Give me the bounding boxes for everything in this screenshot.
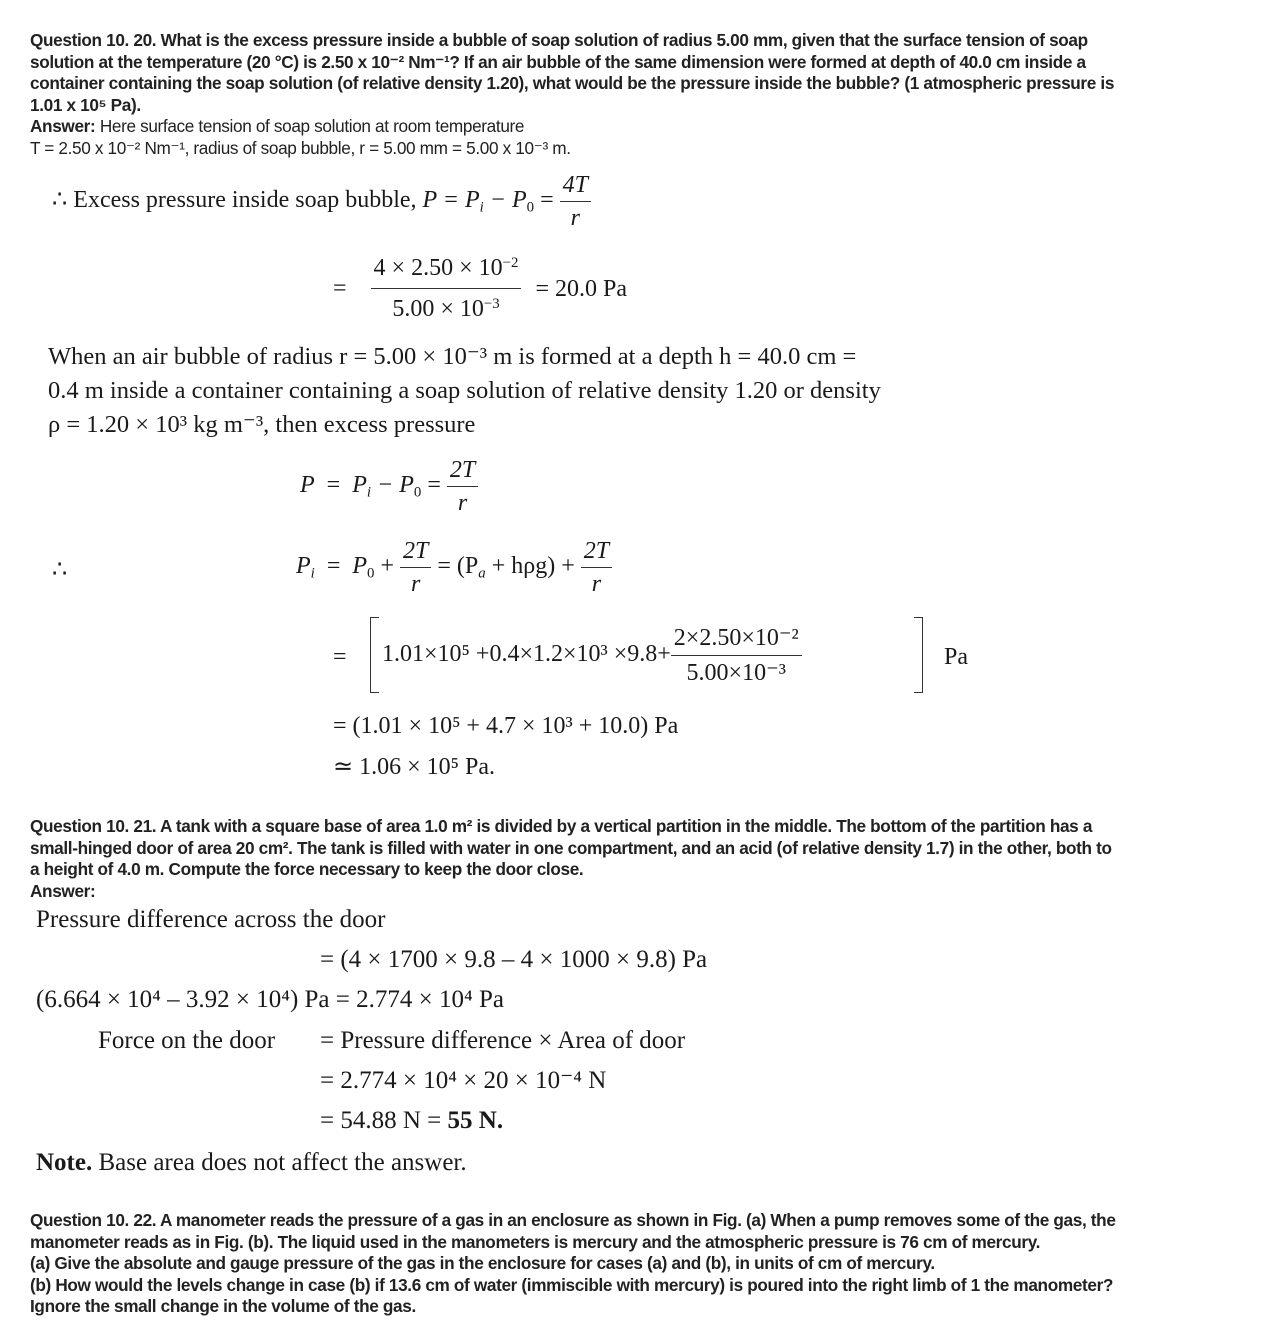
equation-term: − P xyxy=(371,472,414,498)
subscript: 0 xyxy=(413,484,422,501)
excess-pressure-equation xyxy=(52,170,591,230)
equals: = xyxy=(333,644,347,670)
equation-lhs: P xyxy=(300,472,315,498)
force-label: Force on the door xyxy=(98,1027,276,1054)
denominator: r xyxy=(457,489,468,516)
answer-text: T = 2.50 x 10⁻² Nm⁻¹, radius of soap bubble, r = 5.00 mm = 5.00 x 10⁻³ m. xyxy=(30,137,571,158)
question-line: 1.01 x 10⁵ Pa). xyxy=(30,94,141,115)
pressure-difference-label: Pressure difference across the door xyxy=(36,906,386,933)
paragraph-line: ρ = 1.20 × 10³ kg m⁻³, then excess pressure xyxy=(48,411,476,438)
force-result-value: = 54.88 N = xyxy=(320,1107,448,1134)
force-calc: = 2.774 × 10⁴ × 20 × 10⁻⁴ N xyxy=(320,1067,607,1094)
fraction-4t-over-r xyxy=(560,171,591,232)
question-10-20 xyxy=(30,30,1114,116)
exponent: −2 xyxy=(502,254,519,271)
excess-pressure-calculation xyxy=(333,250,627,327)
note xyxy=(36,1148,467,1178)
answer-10-20 xyxy=(30,116,571,159)
sum-line: = (1.01 × 10⁵ + 4.7 × 10³ + 10.0) Pa xyxy=(333,713,679,739)
force-equation: = Pressure difference × Area of door xyxy=(320,1027,686,1054)
final-result-line: ≃ 1.06 × 10⁵ Pa. xyxy=(333,754,496,780)
question-line: Question 10. 21. A tank with a square base of area 1.0 m² is divided by a vertical partition in the middle. The bottom of the partition has a xyxy=(30,816,1093,836)
force-result-rounded: 55 N. xyxy=(447,1107,504,1134)
note-label: Note. xyxy=(36,1149,93,1176)
subscript: i xyxy=(366,484,372,501)
fraction-2t-over-r xyxy=(447,456,478,517)
question-line: container containing the soap solution (of relative density 1.20), what would be the pressure inside the bubble? (1 atmospheric pressure is xyxy=(30,73,1115,93)
therefore-symbol: ∴ xyxy=(52,557,68,583)
air-bubble-paragraph xyxy=(48,340,881,442)
answer-label: Answer: xyxy=(30,880,96,901)
question-line: small-hinged door of area 20 cm². The tank is filled with water in one compartment, and an acid (of relative density 1.7) in the other, both to xyxy=(30,837,1112,858)
bracket-term: 1.01×10⁵ +0.4×1.2×10³ ×9.8+ xyxy=(382,641,671,667)
subscript: i xyxy=(479,199,484,216)
paragraph-line: 0.4 m inside a container containing a soap solution of relative density 1.20 or density xyxy=(48,377,881,404)
bracket-fraction xyxy=(671,623,802,688)
pressure-difference-calc: = (4 × 1700 × 9.8 – 4 × 1000 × 9.8) Pa xyxy=(320,946,708,973)
inside-pressure-equation: $P_i = P_0$ + $\frac{2T}{r}$ = $(P_a + h\rho g)$ + $\frac{2T}{r}$ xyxy=(296,536,612,596)
numerator: 2T xyxy=(581,537,612,568)
question-line: solution at the temperature (20 °C) is 2.50 x 10⁻² Nm⁻¹? If an air bubble of the same dimension were formed at depth of 40.0 cm inside a xyxy=(30,51,1086,72)
denominator: r xyxy=(591,570,602,597)
answer-label: Answer: xyxy=(30,116,96,136)
denominator: r xyxy=(411,570,421,597)
numerator: 2T xyxy=(400,537,431,568)
question-line: (b) How would the levels change in case (b) if 13.6 cm of water (immiscible with mercury) is poured into the right limb of 1 the manometer? xyxy=(30,1274,1114,1295)
equation-term: = (P xyxy=(437,553,479,579)
question-line: Question 10. 20. What is the excess pressure inside a bubble of soap solution of radius 5.00 mm, given that the surface tension of soap xyxy=(30,30,1088,50)
answer-text: Here surface tension of soap solution at room temperature xyxy=(99,116,525,136)
denominator: 5.00×10⁻³ xyxy=(686,659,786,686)
equation-lhs: P = P xyxy=(422,187,480,213)
equation-term: − P xyxy=(483,187,527,213)
equation-term: P xyxy=(352,553,368,579)
question-10-22 xyxy=(30,1210,1116,1318)
equation-lhs: P xyxy=(296,553,311,579)
equals: = xyxy=(534,187,560,213)
plus: + xyxy=(374,553,401,579)
subscript: 0 xyxy=(367,565,375,582)
denominator: 5.00 × 10 xyxy=(392,296,484,322)
unit-pa: Pa xyxy=(944,644,968,670)
bracket-calculation xyxy=(382,617,802,691)
force-result xyxy=(320,1106,503,1136)
note-text: Base area does not affect the answer. xyxy=(92,1149,467,1176)
numerator: 2×2.50×10⁻² xyxy=(671,623,802,656)
calc-result: = 20.0 Pa xyxy=(535,275,627,302)
denominator: r xyxy=(570,204,580,231)
question-line: Question 10. 22. A manometer reads the pressure of a gas in an enclosure as shown in Fig. (a) When a pump removes some of the gas, the xyxy=(30,1210,1116,1230)
pressure-difference-result: (6.664 × 10⁴ – 3.92 × 10⁴) Pa = 2.774 × 10⁴ Pa xyxy=(36,986,504,1013)
calc-fraction xyxy=(371,250,522,327)
subscript: 0 xyxy=(526,199,535,216)
question-10-21 xyxy=(30,816,1112,902)
question-line: (a) Give the absolute and gauge pressure of the gas in the enclosure for cases (a) and (b), in units of cm of mercury. xyxy=(30,1253,935,1273)
numerator: 2T xyxy=(447,456,478,487)
question-line: a height of 4.0 m. Compute the force necessary to keep the door close. xyxy=(30,859,584,879)
exponent: −3 xyxy=(483,295,500,312)
paragraph-line: When an air bubble of radius r = 5.00 × 10⁻³ m is formed at a depth h = 40.0 cm = xyxy=(48,343,857,370)
excess-label: Excess pressure inside soap bubble, xyxy=(73,187,423,213)
excess-pressure-2t-equation: $P = P_i - P_0$ = $\frac{2T}{r}$ xyxy=(300,455,478,515)
subscript: i xyxy=(310,565,315,582)
question-line: Ignore the small change in the volume of the gas. xyxy=(30,1296,416,1316)
fraction-2t-over-r xyxy=(400,537,431,598)
question-line: manometer reads as in Fig. (b). The liquid used in the manometers is mercury and the atmospheric pressure is 76 cm of mercury. xyxy=(30,1231,1041,1252)
left-bracket xyxy=(370,617,379,693)
subscript: a xyxy=(478,565,486,582)
therefore-symbol: ∴ xyxy=(52,187,68,213)
right-bracket xyxy=(914,617,923,693)
equation-term: + hρg) + xyxy=(485,553,581,579)
numerator: 4 × 2.50 × 10 xyxy=(373,255,503,281)
equals: = xyxy=(333,275,347,302)
fraction-2t-over-r xyxy=(581,537,612,598)
numerator: 4T xyxy=(560,171,591,202)
